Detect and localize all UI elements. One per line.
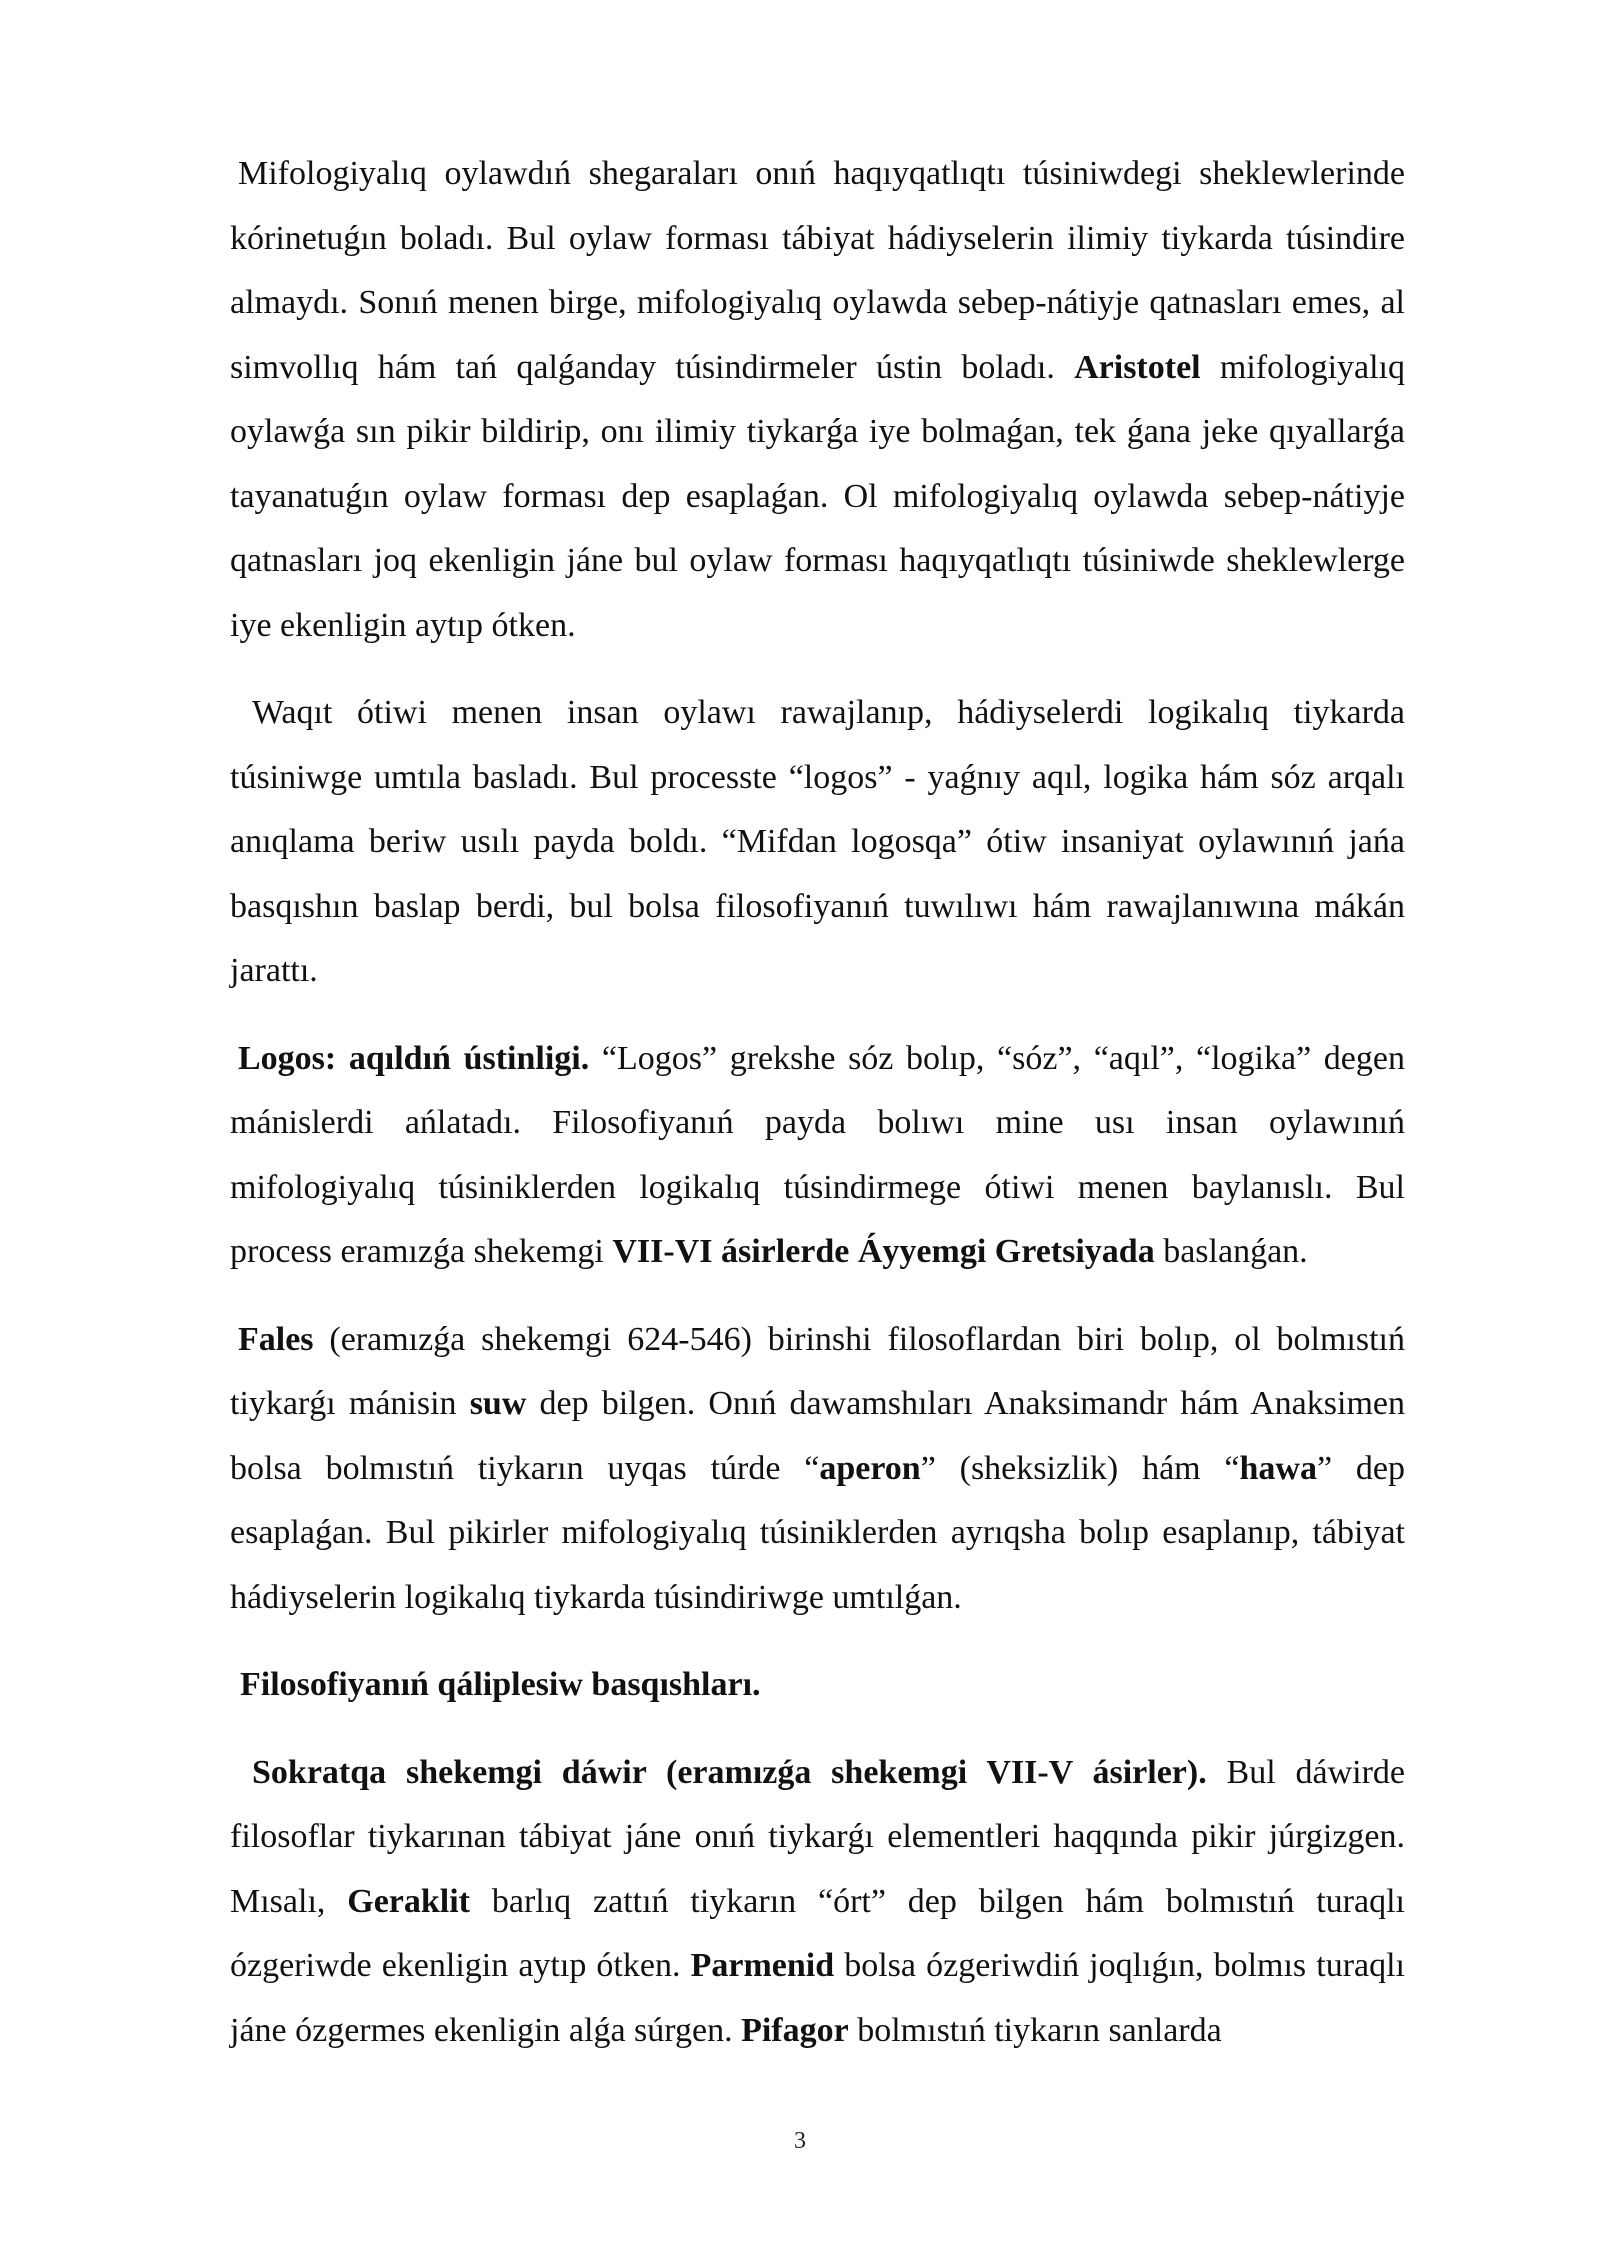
bold-term-aristotel: Aristotel: [1074, 348, 1201, 386]
bold-heading-logos: Logos: aqıldıń ústinligi.: [238, 1039, 590, 1077]
paragraph-text: dep bilgen. Onıń dawamshıları Anaksimandr hám Anaksimen bolsa bolmıstıń tiykarın uyqas túrde “: [230, 1385, 1405, 1487]
bold-term-pifagor: Pifagor: [741, 2011, 849, 2049]
paragraph-text: Waqıt ótiwi menen insan oylawı rawajlanıp, hádiyselerdi logikalıq tiykarda túsiniwge umtıla basladı. Bul processte “logos” - yaǵnıy aqıl, logika hám sóz arqalı anıqlama beriw usılı payda boldı. “Mifdan logosqa” ótiw insaniyat oylawınıń jańa basqıshın baslap berdi, bul bolsa filosofiyanıń tuwılıwı hám rawajlanıwına mákán jarattı.: [230, 694, 1405, 989]
bold-term-geraklit: Geraklit: [347, 1882, 471, 1920]
paragraph-text: bolsa ózgeriwdiń joqlıǵın, bolmıs turaqlı jáne ózgermes ekenligin alǵa súrgen.: [230, 1947, 1405, 2049]
paragraph-text: Bul dáwirde filosoflar tiykarınan tábiyat jáne onıń tiykarǵı elementleri haqqında pikir júrgizgen. Mısalı,: [230, 1753, 1405, 1920]
page-body: [230, 142, 1405, 2063]
paragraph-fales: [230, 1308, 1405, 1631]
section-heading: [230, 1653, 1405, 1718]
paragraph-text: barlıq zattıń tiykarın “órt” dep bilgen hám bolmıstıń turaqlı ózgeriwde ekenligin aytıp ótken.: [230, 1882, 1405, 1984]
section-heading-text: Filosofiyanıń qáliplesiw basqıshları.: [240, 1666, 761, 1703]
paragraph-text: baslanǵan.: [1154, 1233, 1308, 1270]
paragraph-text: (eramızǵa shekemgi 624-546) birinshi filosoflardan biri bolıp, ol bolmıstıń tiykarǵı mánisin: [230, 1320, 1405, 1422]
paragraph-text: ” dep esaplaǵan. Bul pikirler mifologiyalıq túsiniklerden ayrıqsha bolıp esaplanıp, tábiyat hádiyselerin logikalıq tiykarda túsindiriwge umtılǵan.: [230, 1449, 1405, 1616]
bold-term-suw: suw: [469, 1385, 527, 1422]
bold-term-hawa: hawa: [1239, 1449, 1317, 1487]
bold-term-era: VII-VI ásirlerde Áyyemgi Gretsiyada: [612, 1233, 1155, 1270]
bold-term-aperon: aperon: [819, 1449, 921, 1487]
paragraph-logos-emergence: [230, 681, 1405, 1004]
bold-term-fales: Fales: [238, 1320, 314, 1358]
bold-heading-presocratic: Sokratqa shekemgi dáwir (eramızǵa shekemgi VII-V ásirler).: [252, 1753, 1207, 1791]
paragraph-text: mifologiyalıq oylawǵa sın pikir bildirip, onı ilimiy tiykarǵa iye bolmaǵan, tek ǵana jeke qıyallarǵa tayanatuǵın oylaw forması dep esaplaǵan. Ol mifologiyalıq oylawda sebep-nátiyje qatnasları joq ekenligin jáne bul oylaw forması haqıyqatlıqtı túsiniwde sheklewlerge iye ekenligin aytıp ótken.: [230, 348, 1405, 644]
paragraph-text: Mifologiyalıq oylawdıń shegaraları onıń haqıyqatlıqtı túsiniwdegi sheklewlerinde kórinetuǵın boladı. Bul oylaw forması tábiyat hádiyselerin ilimiy tiykarda túsindire almaydı. Sonıń menen birge, mifologiyalıq oylawda sebep-nátiyje qatnasları emes, al simvollıq hám tań qalǵanday túsindirmeler ústin boladı.: [230, 155, 1405, 386]
paragraph-text: “Logos” grekshe sóz bolıp, “sóz”, “aqıl”, “logika” degen mánislerdi ańlatadı. Filosofiyanıń payda bolıwı mine usı insan oylawınıń mifologiyalıq túsiniklerden logikalıq túsindirmege ótiwi menen baylanıslı. Bul process eramızǵa shekemgi: [230, 1039, 1405, 1270]
paragraph-text: bolmıstıń tiykarın sanlarda: [848, 2011, 1222, 2049]
paragraph-text: ” (sheksizlik) hám “: [920, 1449, 1240, 1487]
paragraph-presocratic: [230, 1741, 1405, 2064]
bold-term-parmenid: Parmenid: [690, 1947, 835, 1984]
paragraph-logos-definition: [230, 1027, 1405, 1285]
paragraph-mythological-thinking: [230, 142, 1405, 658]
page-number: 3: [794, 2128, 806, 2154]
